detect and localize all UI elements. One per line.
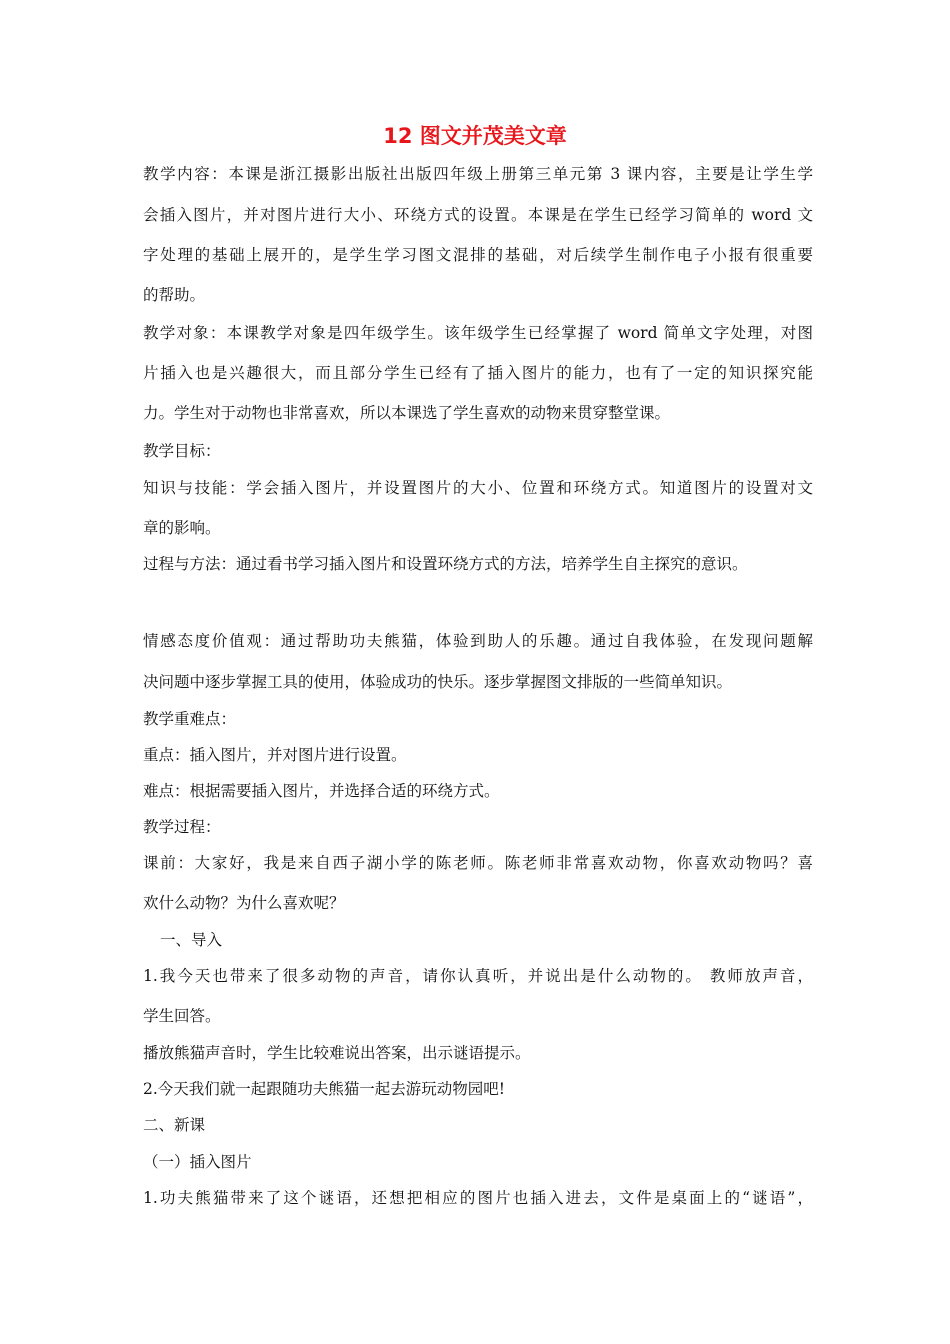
section-heading: 教学重难点：: [143, 710, 237, 728]
paragraph-line: 教学对象：本课教学对象是四年级学生。该年级学生已经掌握了 word 简单文字处理，对图: [143, 324, 813, 342]
paragraph-line: 2.今天我们就一起跟随功夫熊猫一起去游玩动物园吧!: [143, 1080, 506, 1098]
paragraph-line: 难点：根据需要插入图片，并选择合适的环绕方式。: [143, 782, 500, 800]
paragraph-line: 过程与方法：通过看书学习插入图片和设置环绕方式的方法，培养学生自主探究的意识。: [143, 555, 748, 573]
paragraph-line: 字处理的基础上展开的，是学生学习图文混排的基础，对后续学生制作电子小报有很重要: [143, 246, 813, 264]
paragraph-line: 课前：大家好，我是来自西子湖小学的陈老师。陈老师非常喜欢动物，你喜欢动物吗？喜: [143, 854, 813, 872]
paragraph-line: 力。学生对于动物也非常喜欢，所以本课选了学生喜欢的动物来贯穿整堂课。: [143, 404, 671, 422]
section-heading: 教学过程：: [143, 818, 221, 836]
subsection-heading: （一）插入图片: [143, 1153, 252, 1171]
paragraph-line: 重点：插入图片，并对图片进行设置。: [143, 746, 407, 764]
paragraph-line: 欢什么动物？为什么喜欢呢？: [143, 894, 345, 912]
section-heading: 二、新课: [143, 1116, 206, 1134]
paragraph-line: 会插入图片，并对图片进行大小、环绕方式的设置。本课是在学生已经学习简单的 word 文: [143, 206, 813, 224]
paragraph-line: 播放熊猫声音时，学生比较难说出答案，出示谜语提示。: [143, 1044, 531, 1062]
paragraph-line: 学生回答。: [143, 1007, 221, 1025]
paragraph-line: 1.功夫熊猫带来了这个谜语，还想把相应的图片也插入进去，文件是桌面上的“谜语”，: [143, 1189, 813, 1207]
document-title: 12 图文并茂美文章: [383, 124, 567, 148]
paragraph-line: 1.我今天也带来了很多动物的声音，请你认真听，并说出是什么动物的。 教师放声音，: [143, 967, 813, 985]
paragraph-line: 章的影响。: [143, 519, 221, 537]
section-heading: 教学目标：: [143, 442, 221, 460]
paragraph-line: 的帮助。: [143, 286, 206, 304]
paragraph-line: 决问题中逐步掌握工具的使用，体验成功的快乐。逐步掌握图文排版的一些简单知识。: [143, 673, 733, 691]
paragraph-line: 片插入也是兴趣很大，而且部分学生已经有了插入图片的能力，也有了一定的知识探究能: [143, 364, 813, 382]
section-heading: 一、导入: [160, 931, 223, 949]
paragraph-line: 知识与技能：学会插入图片，并设置图片的大小、位置和环绕方式。知道图片的设置对文: [143, 479, 813, 497]
paragraph-line: 情感态度价值观：通过帮助功夫熊猫，体验到助人的乐趣。通过自我体验，在发现问题解: [143, 632, 813, 650]
paragraph-line: 教学内容：本课是浙江摄影出版社出版四年级上册第三单元第 3 课内容，主要是让学生学: [143, 165, 813, 183]
